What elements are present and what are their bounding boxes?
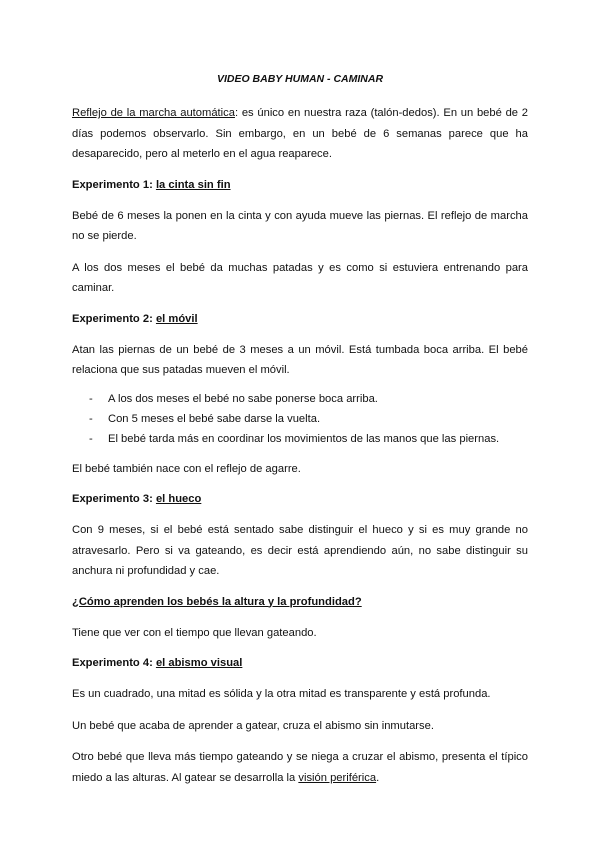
experiment-1-paragraph-1: Bebé de 6 meses la ponen en la cinta y con ayuda mueve las piernas. El reflejo de marcha no se pierde. — [72, 209, 528, 242]
experiment-1-heading — [72, 176, 528, 194]
list-item — [72, 429, 528, 449]
experiment-4-paragraph-1: Es un cuadrado, una mitad es sólida y la otra mitad es transparente y está profunda. — [72, 688, 491, 700]
dash-bullet-icon: - — [89, 432, 93, 445]
experiment-3-label: Experimento 3: — [72, 493, 156, 505]
document-title: VIDEO BABY HUMAN - CAMINAR — [216, 73, 384, 85]
experiment-4-paragraph-2: Un bebé que acaba de aprender a gatear, cruza el abismo sin inmutarse. — [72, 719, 434, 732]
peripheral-vision-term: visión periférica — [298, 771, 377, 784]
experiment-4-paragraph-3-end: . — [376, 771, 380, 784]
experiment-2-list — [72, 389, 528, 449]
experiment-1-label: Experimento 1: — [72, 178, 156, 191]
experiment-3-heading — [72, 490, 528, 508]
intro-paragraph — [72, 103, 528, 165]
experiment-1-paragraph-2: A los dos meses el bebé da muchas patadas y es como si estuviera entrenando para caminar. — [72, 261, 528, 294]
experiment-3-paragraph-1: Con 9 meses, si el bebé está sentado sabe distinguir el hueco y si es muy grande no atravesarlo. Pero si va gateando, es decir está aprendiendo aún, no sabe distinguir su anchura ni profundidad y cae. — [72, 524, 528, 577]
dash-bullet-icon: - — [89, 412, 93, 425]
experiment-1-name: la cinta sin fin — [155, 178, 231, 191]
intro-text: : es único en nuestra raza (talón-dedos). En un bebé de 2 días podemos observarlo. Sin embargo, en un bebé de 6 semanas parece que ha desaparecido, pero al meterlo en el agua reaparece. — [72, 107, 528, 160]
experiment-2-paragraph-2: El bebé también nace con el reflejo de agarre. — [72, 462, 301, 475]
experiment-2-paragraph-1: Atan las piernas de un bebé de 3 meses a un móvil. Está tumbada boca arriba. El bebé relaciona que sus patadas mueven el móvil. — [72, 343, 528, 376]
experiment-4-label: Experimento 4: — [72, 657, 156, 669]
question-heading: ¿Cómo aprenden los bebés la altura y la profundidad? — [72, 595, 362, 608]
experiment-4-paragraph-3 — [72, 747, 528, 788]
dash-bullet-icon: - — [89, 392, 93, 405]
list-item-text: Con 5 meses el bebé sabe darse la vuelta. — [108, 412, 321, 425]
experiment-3-name: el hueco — [155, 493, 202, 505]
experiment-2-label: Experimento 2: — [72, 312, 156, 325]
list-item — [72, 389, 528, 409]
list-item — [72, 409, 528, 429]
experiment-4-heading — [72, 654, 528, 672]
document-page — [72, 72, 528, 799]
list-item-text: A los dos meses el bebé no sabe ponerse boca arriba. — [108, 392, 378, 405]
experiment-2-name: el móvil — [155, 312, 198, 325]
intro-term: Reflejo de la marcha automática — [72, 107, 235, 119]
experiment-2-heading — [72, 310, 528, 328]
experiment-4-name: el abismo visual — [155, 657, 243, 669]
question-answer: Tiene que ver con el tiempo que llevan gateando. — [72, 626, 317, 639]
list-item-text: El bebé tarda más en coordinar los movimientos de las manos que las piernas. — [108, 432, 500, 445]
experiment-4-paragraph-3-start: Otro bebé que lleva más tiempo gateando y se niega a cruzar el abismo, presenta el típico miedo a las alturas. Al gatear se desarrolla la — [72, 751, 528, 784]
